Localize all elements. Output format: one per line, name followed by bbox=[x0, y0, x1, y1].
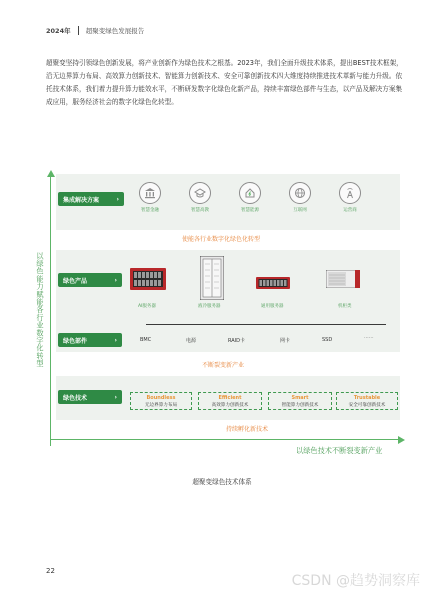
solution-item-operator bbox=[330, 182, 370, 213]
tech-cn-label: 高效算力创新技术 bbox=[211, 402, 249, 408]
header-title: 超聚变绿色发展报告 bbox=[85, 26, 145, 35]
solution-label: 智慧高教 bbox=[191, 208, 209, 213]
product-label: 液冷服务器 bbox=[198, 304, 221, 309]
component-label: 网卡 bbox=[280, 338, 291, 344]
tech-cn-label: 安全可靠创新技术 bbox=[348, 402, 386, 408]
cabinet-image bbox=[326, 270, 360, 292]
solution-item-energy bbox=[230, 182, 270, 213]
header-year: 2024年 bbox=[46, 26, 71, 35]
product-label: 机柜类 bbox=[338, 304, 352, 309]
components-footer: 不断裂变新产业 bbox=[202, 362, 245, 369]
component-label: RAID卡 bbox=[228, 338, 246, 344]
solution-label: 智慧金融 bbox=[141, 208, 159, 213]
tech-cn-label: 无边界算力布局 bbox=[144, 402, 178, 408]
tech-box-boundless bbox=[130, 392, 192, 410]
energy-icon bbox=[239, 182, 261, 204]
technology-pill-label: 绿色技术 bbox=[63, 394, 88, 402]
tech-en-label: Boundless bbox=[146, 394, 176, 401]
tech-box-efficient bbox=[198, 392, 262, 410]
chevron-right-icon: › bbox=[114, 336, 117, 344]
solution-item-internet bbox=[280, 182, 320, 213]
solution-label: 互联网 bbox=[293, 208, 307, 213]
technology-system-diagram bbox=[34, 170, 404, 462]
components-pill bbox=[58, 333, 122, 347]
solutions-pill-label: 集成解决方案 bbox=[63, 196, 100, 204]
signal-tower-icon bbox=[339, 182, 361, 204]
tech-cn-label: 智能算力创新技术 bbox=[281, 402, 319, 408]
watermark: CSDN @趋势洞察库 bbox=[291, 573, 420, 589]
solutions-footer: 使能各行业数字化绿色化转型 bbox=[182, 236, 261, 243]
product-label: 通用服务器 bbox=[261, 304, 284, 309]
x-axis-line bbox=[50, 439, 400, 440]
technology-footer: 持续孵化新技术 bbox=[226, 426, 269, 433]
tech-box-smart bbox=[268, 392, 332, 410]
solution-label: 智慧能源 bbox=[241, 208, 259, 213]
solution-item-education bbox=[180, 182, 220, 213]
solution-label: 运营商 bbox=[343, 208, 357, 213]
chevron-right-icon: › bbox=[114, 393, 117, 401]
chevron-right-icon: › bbox=[114, 276, 117, 284]
intro-paragraph: 超聚变坚持引领绿色创新发展，将产业创新作为绿色技术之根基。2023年，我们全面升级技术体系，提出BEST技术框架，沿无边界算力布局、高效算力创新技术、智能算力创新技术、安全可靠创新技术四大维度持续推进技术革新与能力升级。依托技术体系，我们着力提升算力能效水平，不断研发数字化绿色化新产品，持续丰富绿色部件与生态，以产品及解决方案集成应用，服务经济社会的数字化绿色化转型。 bbox=[46, 59, 403, 106]
x-axis-arrow bbox=[398, 436, 405, 444]
solution-item-finance bbox=[130, 182, 170, 213]
header-divider bbox=[78, 26, 79, 35]
components-top-line bbox=[146, 324, 386, 325]
components-pill-label: 绿色部件 bbox=[63, 337, 88, 345]
component-label: BMC bbox=[140, 337, 152, 343]
chevron-right-icon: › bbox=[116, 195, 119, 203]
tech-en-label: Smart bbox=[291, 394, 309, 401]
bank-icon bbox=[139, 182, 161, 204]
y-axis-line bbox=[50, 176, 51, 446]
x-axis-label: 以绿色技术不断裂变新产业 bbox=[296, 446, 383, 455]
products-pill-label: 绿色产品 bbox=[63, 277, 88, 285]
technology-pill bbox=[58, 390, 122, 404]
tech-en-label: Trustable bbox=[353, 394, 381, 401]
product-label: AI服务器 bbox=[138, 304, 156, 309]
general-server-image bbox=[256, 274, 290, 293]
globe-icon bbox=[289, 182, 311, 204]
components-ellipsis: ...... bbox=[364, 334, 374, 340]
school-icon bbox=[189, 182, 211, 204]
tech-en-label: Efficient bbox=[218, 394, 242, 401]
component-label: 电源 bbox=[186, 338, 197, 344]
y-axis-label: 以绿色能力赋能各行业数字化转型 bbox=[36, 252, 45, 368]
figure-caption: 超聚变绿色技术体系 bbox=[192, 478, 252, 486]
tech-box-trustable bbox=[336, 392, 398, 410]
component-label: SSD bbox=[322, 337, 333, 343]
solutions-pill bbox=[58, 192, 124, 206]
page-header bbox=[46, 24, 144, 36]
page-number: 22 bbox=[46, 567, 55, 575]
products-pill bbox=[58, 273, 122, 287]
liquid-cooling-server-image bbox=[200, 256, 224, 304]
ai-server-image bbox=[130, 268, 166, 294]
